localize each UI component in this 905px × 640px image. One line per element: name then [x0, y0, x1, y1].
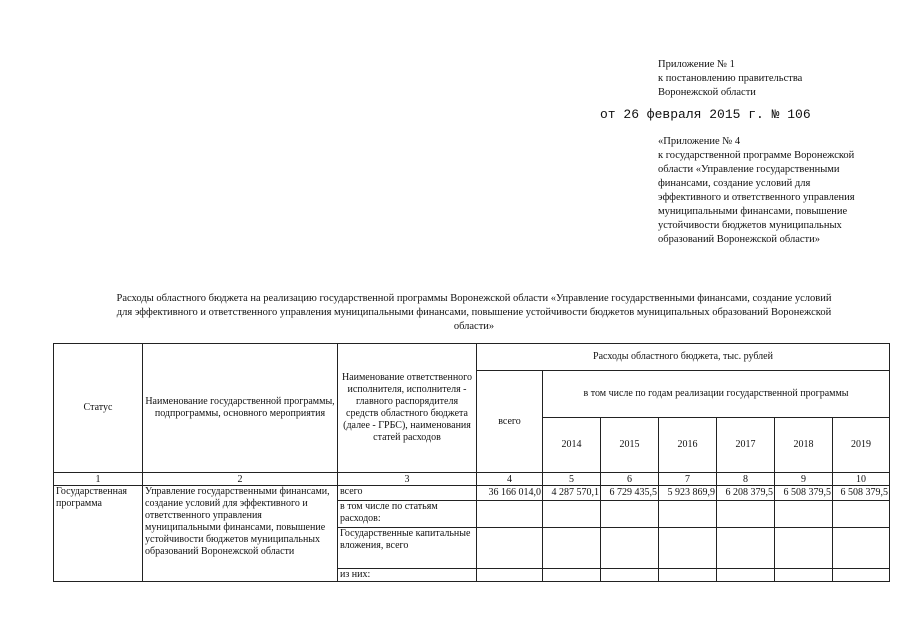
value-cell: 6 508 379,5	[833, 486, 890, 501]
program-name-cell: Управление государственными финансами, создание условий для эффективного и ответственного управления муниципальными финансами, повышение устойчивости бюджетов муниципальных образований Воронежской области	[143, 486, 338, 582]
appendix-4-line: финансами, создание условий для	[658, 178, 811, 189]
header-year: 2018	[775, 418, 833, 473]
value-cell	[659, 569, 717, 582]
value-cell: 4 287 570,1	[543, 486, 601, 501]
value-cell	[543, 569, 601, 582]
appendix-4-line: образований Воронежской области»	[658, 234, 820, 245]
header-total: всего	[477, 371, 543, 473]
header-year: 2016	[659, 418, 717, 473]
column-number: 4	[477, 473, 543, 486]
value-cell	[601, 569, 659, 582]
value-cell	[477, 569, 543, 582]
column-number: 3	[338, 473, 477, 486]
value-cell	[659, 501, 717, 528]
appendix-1-line: Воронежской области	[658, 87, 756, 98]
value-cell	[775, 528, 833, 569]
row-label: всего	[338, 486, 477, 501]
row-label: в том числе по статьям расходов:	[338, 501, 477, 528]
value-cell	[833, 528, 890, 569]
value-cell	[543, 528, 601, 569]
appendix-4-line: муниципальными финансами, повышение	[658, 206, 848, 217]
column-number: 7	[659, 473, 717, 486]
header-executor: Наименование ответственного исполнителя, исполнителя - главного распорядителя средств областного бюджета (далее - ГРБС), наименования статей расходов	[338, 344, 477, 473]
appendix-4-line: эффективного и ответственного управления	[658, 192, 855, 203]
appendix-4-line: «Приложение № 4	[658, 136, 741, 147]
value-cell	[717, 569, 775, 582]
value-cell	[775, 501, 833, 528]
decree-date-number: от 26 февраля 2015 г. № 106	[600, 107, 811, 122]
column-number: 1	[54, 473, 143, 486]
column-number: 5	[543, 473, 601, 486]
header-year: 2017	[717, 418, 775, 473]
row-label: из них:	[338, 569, 477, 582]
header-status: Статус	[54, 344, 143, 473]
header-year: 2019	[833, 418, 890, 473]
value-cell	[775, 569, 833, 582]
column-number: 6	[601, 473, 659, 486]
value-cell: 6 208 379,5	[717, 486, 775, 501]
value-cell: 36 166 014,0	[477, 486, 543, 501]
column-number: 2	[143, 473, 338, 486]
status-cell: Государственная программа	[54, 486, 143, 582]
value-cell: 5 923 869,9	[659, 486, 717, 501]
column-number: 9	[775, 473, 833, 486]
value-cell	[659, 528, 717, 569]
value-cell: 6 729 435,5	[601, 486, 659, 501]
appendix-1-header	[658, 58, 802, 100]
budget-table	[53, 343, 890, 582]
header-year: 2015	[601, 418, 659, 473]
header-program-name: Наименование государственной программы, подпрограммы, основного мероприятия	[143, 344, 338, 473]
document-title-line: для эффективного и ответственного управления муниципальными финансами, повышение устойчивости бюджетов муниципальных образований Воронежской	[116, 307, 832, 318]
value-cell	[601, 501, 659, 528]
value-cell	[833, 501, 890, 528]
column-number: 10	[833, 473, 890, 486]
appendix-4-line: к государственной программе Воронежской	[658, 150, 855, 161]
value-cell: 6 508 379,5	[775, 486, 833, 501]
value-cell	[833, 569, 890, 582]
header-by-years: в том числе по годам реализации государственной программы	[543, 371, 890, 418]
appendix-4-line: устойчивости бюджетов муниципальных	[658, 220, 842, 231]
value-cell	[477, 501, 543, 528]
appendix-4-header	[658, 135, 898, 247]
value-cell	[601, 528, 659, 569]
appendix-1-line: к постановлению правительства	[658, 73, 803, 84]
column-number: 8	[717, 473, 775, 486]
value-cell	[477, 528, 543, 569]
value-cell	[717, 501, 775, 528]
value-cell	[717, 528, 775, 569]
appendix-4-line: области «Управление государственными	[658, 164, 840, 175]
header-expenses: Расходы областного бюджета, тыс. рублей	[477, 344, 890, 371]
table-row	[54, 486, 890, 501]
document-title	[54, 292, 894, 334]
appendix-1-line: Приложение № 1	[658, 59, 735, 70]
header-year: 2014	[543, 418, 601, 473]
document-title-line: области»	[453, 321, 495, 332]
value-cell	[543, 501, 601, 528]
row-label: Государственные капитальные вложения, всего	[338, 528, 477, 569]
document-title-line: Расходы областного бюджета на реализацию государственной программы Воронежской области «Управление государственными финансами, создание условий	[116, 293, 832, 304]
